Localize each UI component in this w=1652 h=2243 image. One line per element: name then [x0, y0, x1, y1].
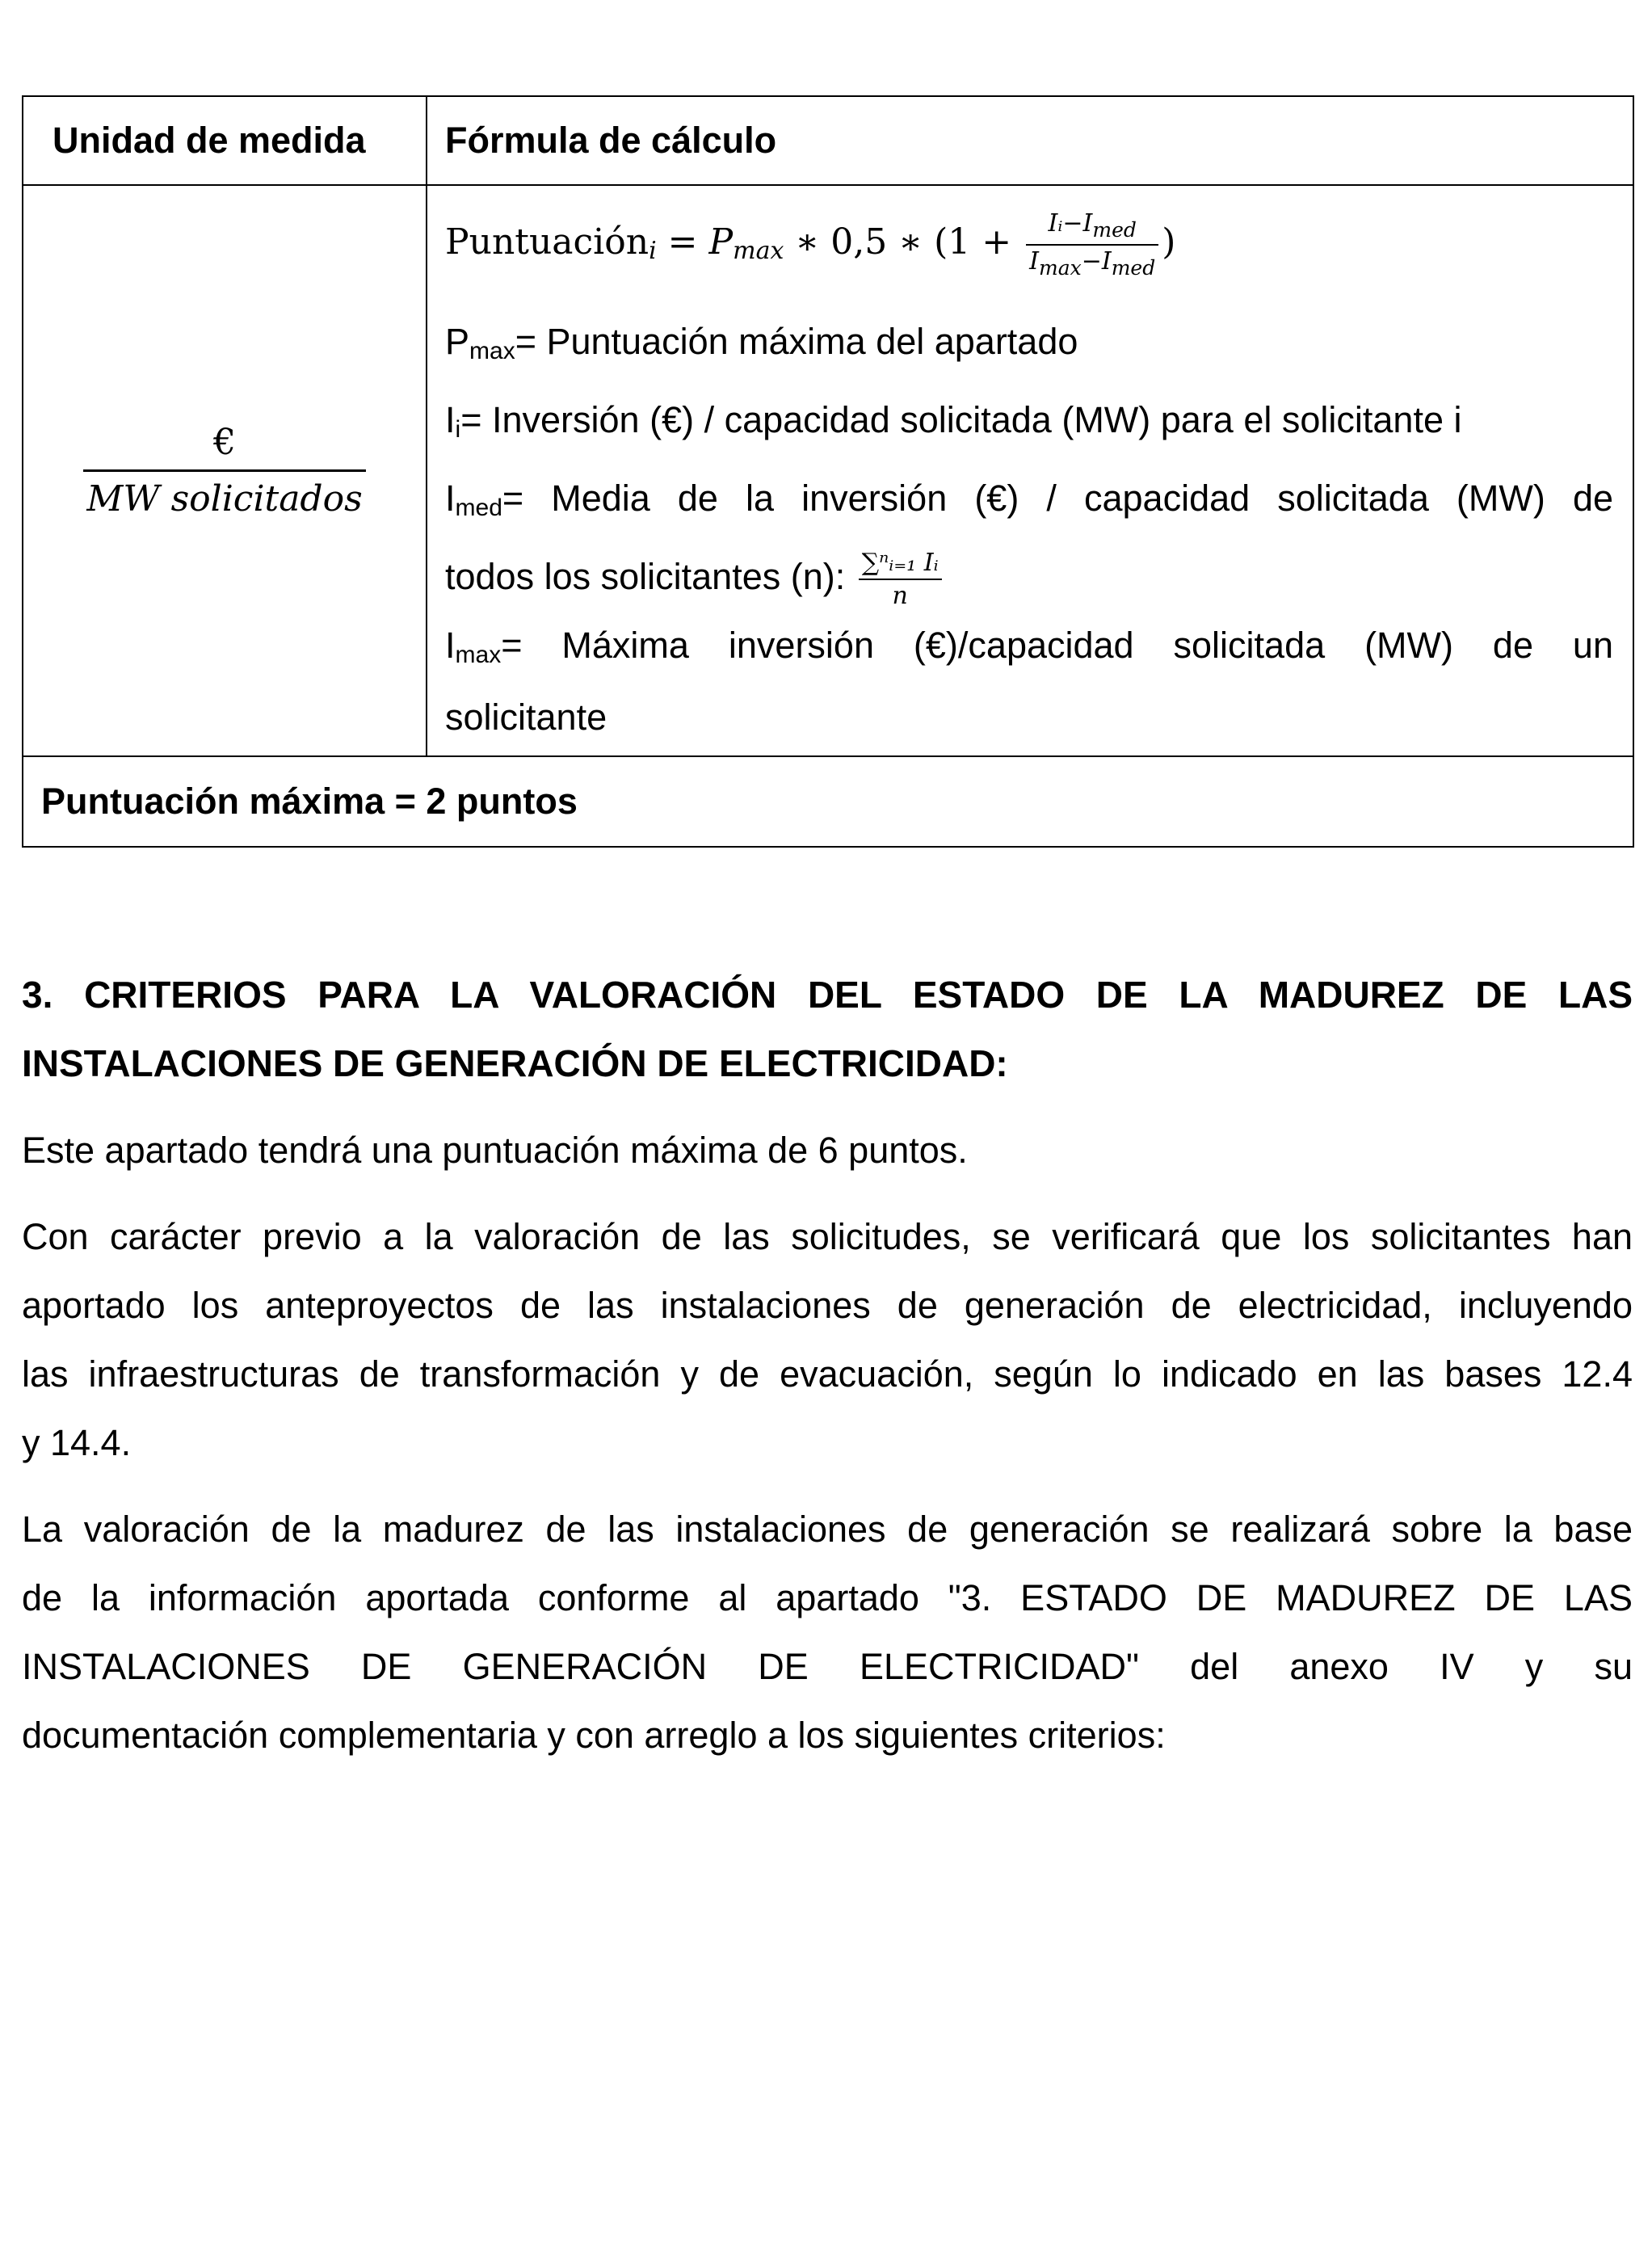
- def-imed-sub: med: [455, 494, 502, 521]
- p2-line3: las infraestructuras de transformación y de evacuación, según lo indicado en las bases 12.4: [22, 1353, 1633, 1395]
- formula-frac-den-mid: −I: [1081, 246, 1112, 276]
- formula-p: P: [708, 221, 734, 263]
- def-imed-line1: [445, 464, 1613, 542]
- p3-line3: INSTALACIONES DE GENERACIÓN DE ELECTRICIDAD" del anexo IV y su: [22, 1646, 1633, 1687]
- def-imed-sym: I: [445, 478, 456, 519]
- def-imed-text: = Media de la inversión (€) / capacidad solicitada (MW) de: [502, 478, 1613, 519]
- p2-line1: Con carácter previo a la valoración de las solicitudes, se verificará que los solicitantes han: [22, 1216, 1633, 1257]
- formula-frac-den: I: [1029, 246, 1039, 276]
- formula-close: ): [1162, 221, 1176, 263]
- def-ii-sym: I: [445, 399, 456, 440]
- def-pmax-sym: P: [445, 321, 470, 362]
- max-score-row: [23, 756, 1633, 847]
- def-imax-line1: [445, 611, 1613, 689]
- formula-frac-num: Iᵢ−I: [1048, 209, 1093, 238]
- def-ii-text: = Inversión (€) / capacidad solicitada (MW) para el solicitante i: [460, 399, 1462, 440]
- def-pmax-sub: max: [469, 338, 515, 364]
- formula-lhs-sub: i: [649, 237, 657, 265]
- def-imax-sub: max: [455, 642, 502, 668]
- p2-line2: aportado los anteproyectos de las instalaciones de generación de electricidad, incluyendo: [22, 1285, 1633, 1326]
- section-title-line1: 3. CRITERIOS PARA LA VALORACIÓN DEL ESTADO DE LA MADUREZ DE LAS: [22, 974, 1633, 1016]
- formula-frac-den-sub1: max: [1039, 255, 1082, 280]
- formula-fraction: [1026, 210, 1158, 279]
- def-imax-sym: I: [445, 625, 456, 666]
- def-imed-text2: todos los solicitantes (n):: [445, 556, 855, 597]
- main-formula: [445, 210, 1613, 280]
- formula-p-sub: max: [733, 237, 784, 265]
- header-formula: Fórmula de cálculo: [427, 96, 1633, 185]
- formula-lhs: Puntuación: [445, 221, 649, 263]
- paragraph-1: Este apartado tendrá una puntuación máxima de 6 puntos.: [22, 1130, 968, 1171]
- formula-cell: [427, 185, 1633, 756]
- unit-numerator: €: [213, 422, 236, 463]
- scoring-table: [22, 95, 1634, 848]
- section-3: [22, 961, 1633, 1770]
- p3-line4: documentación complementaria y con arreglo a los siguientes criterios:: [22, 1715, 1166, 1756]
- formula-frac-num-sub: med: [1092, 218, 1137, 242]
- unit-cell: [23, 185, 427, 756]
- mean-frac-num: ∑ⁿᵢ₌₁ Iᵢ: [861, 549, 939, 578]
- max-score: Puntuación máxima = 2 puntos: [23, 756, 1633, 847]
- def-imax-text: = Máxima inversión (€)/capacidad solicitada (MW) de un: [501, 625, 1613, 666]
- document-page: [22, 95, 1633, 1770]
- table-header-row: [23, 96, 1633, 185]
- def-imax-line2: solicitante: [445, 696, 607, 738]
- p2-line4: y 14.4.: [22, 1422, 132, 1463]
- section-title-line2: INSTALACIONES DE GENERACIÓN DE ELECTRICIDAD:: [22, 1042, 1008, 1084]
- unit-denominator: MW solicitados: [83, 469, 365, 520]
- def-pmax-text: = Puntuación máxima del apartado: [515, 321, 1078, 362]
- def-ii: [445, 385, 1613, 464]
- unit-fraction: [83, 422, 365, 520]
- p3-line2: de la información aportada conforme al apartado "3. ESTADO DE MADUREZ DE LAS: [22, 1577, 1633, 1618]
- mean-frac-den: n: [859, 579, 942, 609]
- paragraph-2: [22, 1202, 1633, 1477]
- mean-fraction: [859, 549, 942, 609]
- formula-frac-den-sub2: med: [1111, 255, 1156, 280]
- def-pmax: [445, 307, 1613, 385]
- table-body-row: [23, 185, 1633, 756]
- section-title: [22, 961, 1633, 1098]
- p3-line1: La valoración de la madurez de las instalaciones de generación se realizará sobre la base: [22, 1509, 1633, 1550]
- def-imed-line2: [445, 542, 1613, 611]
- formula-eq: =: [656, 221, 709, 263]
- def-ii-sub: i: [455, 416, 461, 443]
- header-unit: Unidad de medida: [23, 96, 427, 185]
- paragraph-3: [22, 1495, 1633, 1770]
- formula-rest: ∗ 0,5 ∗ (1 +: [784, 221, 1024, 263]
